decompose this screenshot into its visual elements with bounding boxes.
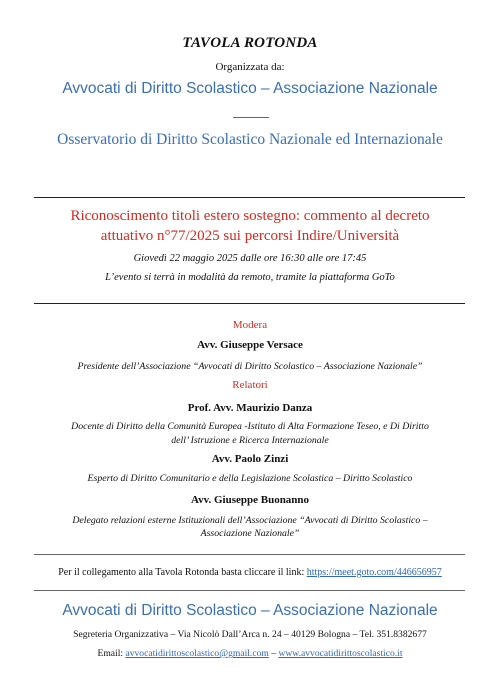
link-divider-bottom [34, 590, 465, 591]
section-divider-middle [34, 303, 465, 304]
meeting-link-line [0, 567, 500, 578]
event-date: Giovedì 22 maggio 2025 dalle ore 16:30 alle ore 17:45 [133, 253, 367, 264]
document-title: TAVOLA ROTONDA [182, 35, 318, 51]
event-mode: L’evento si terrà in modalità da remoto, tramite la piattaforma GoTo [105, 272, 395, 283]
meeting-link[interactable]: https://meet.goto.com/446656957 [306, 567, 442, 578]
event-topic-line-2: attuativo n°77/2025 sui percorsi Indire/Università [100, 228, 400, 244]
section-divider-top [34, 197, 465, 198]
email-label: Email: [97, 648, 126, 659]
moderator-name: Avv. Giuseppe Versace [197, 339, 303, 351]
speaker-role: Esperto di Diritto Comunitario e della Legislazione Scolastica – Diritto Scolastico [87, 473, 413, 484]
speaker-role: dell’ Istruzione e Ricerca Internazionale [171, 435, 329, 446]
speaker-name: Avv. Paolo Zinzi [211, 453, 289, 465]
website-link[interactable]: www.avvocatidirittoscolastico.it [278, 648, 403, 659]
short-divider [233, 117, 269, 118]
link-divider-top [34, 554, 465, 555]
speaker-name: Prof. Avv. Maurizio Danza [187, 402, 313, 414]
speaker-role: Docente di Diritto della Comunità Europea -Istituto di Alta Formazione Teseo, e Di Diritto [71, 421, 429, 432]
footer-secretary-address: Segreteria Organizzativa – Via Nicolò Dall’Arca n. 24 – 40129 Bologna – Tel. 351.8382677 [73, 629, 427, 640]
speaker-role: Delegato relazioni esterne Istituzionali dell’Associazione “Avvocati di Diritto Scolastico – [72, 515, 428, 526]
organized-by-label: Organizzata da: [215, 61, 285, 73]
moderator-heading: Modera [232, 319, 268, 331]
event-topic-line-1: Riconoscimento titoli estero sostegno: commento al decreto [70, 208, 430, 224]
moderator-role: Presidente dell’Associazione “Avvocati di Diritto Scolastico – Associazione Nazionale” [77, 361, 423, 372]
organizer-observatory: Osservatorio di Diritto Scolastico Nazionale ed Internazionale [57, 131, 443, 148]
organizer-association: Avvocati di Diritto Scolastico – Associazione Nazionale [62, 80, 438, 97]
footer-contacts [0, 648, 500, 659]
email-link[interactable]: avvocatidirittoscolastico@gmail.com [125, 648, 269, 659]
speakers-heading: Relatori [232, 379, 268, 391]
speaker-role: Associazione Nazionale” [200, 528, 300, 539]
meeting-link-label: Per il collegamento alla Tavola Rotonda basta cliccare il link: [58, 567, 307, 578]
speaker-name: Avv. Giuseppe Buonanno [190, 494, 310, 506]
contact-separator: – [268, 648, 279, 659]
footer-association: Avvocati di Diritto Scolastico – Associazione Nazionale [62, 602, 438, 619]
